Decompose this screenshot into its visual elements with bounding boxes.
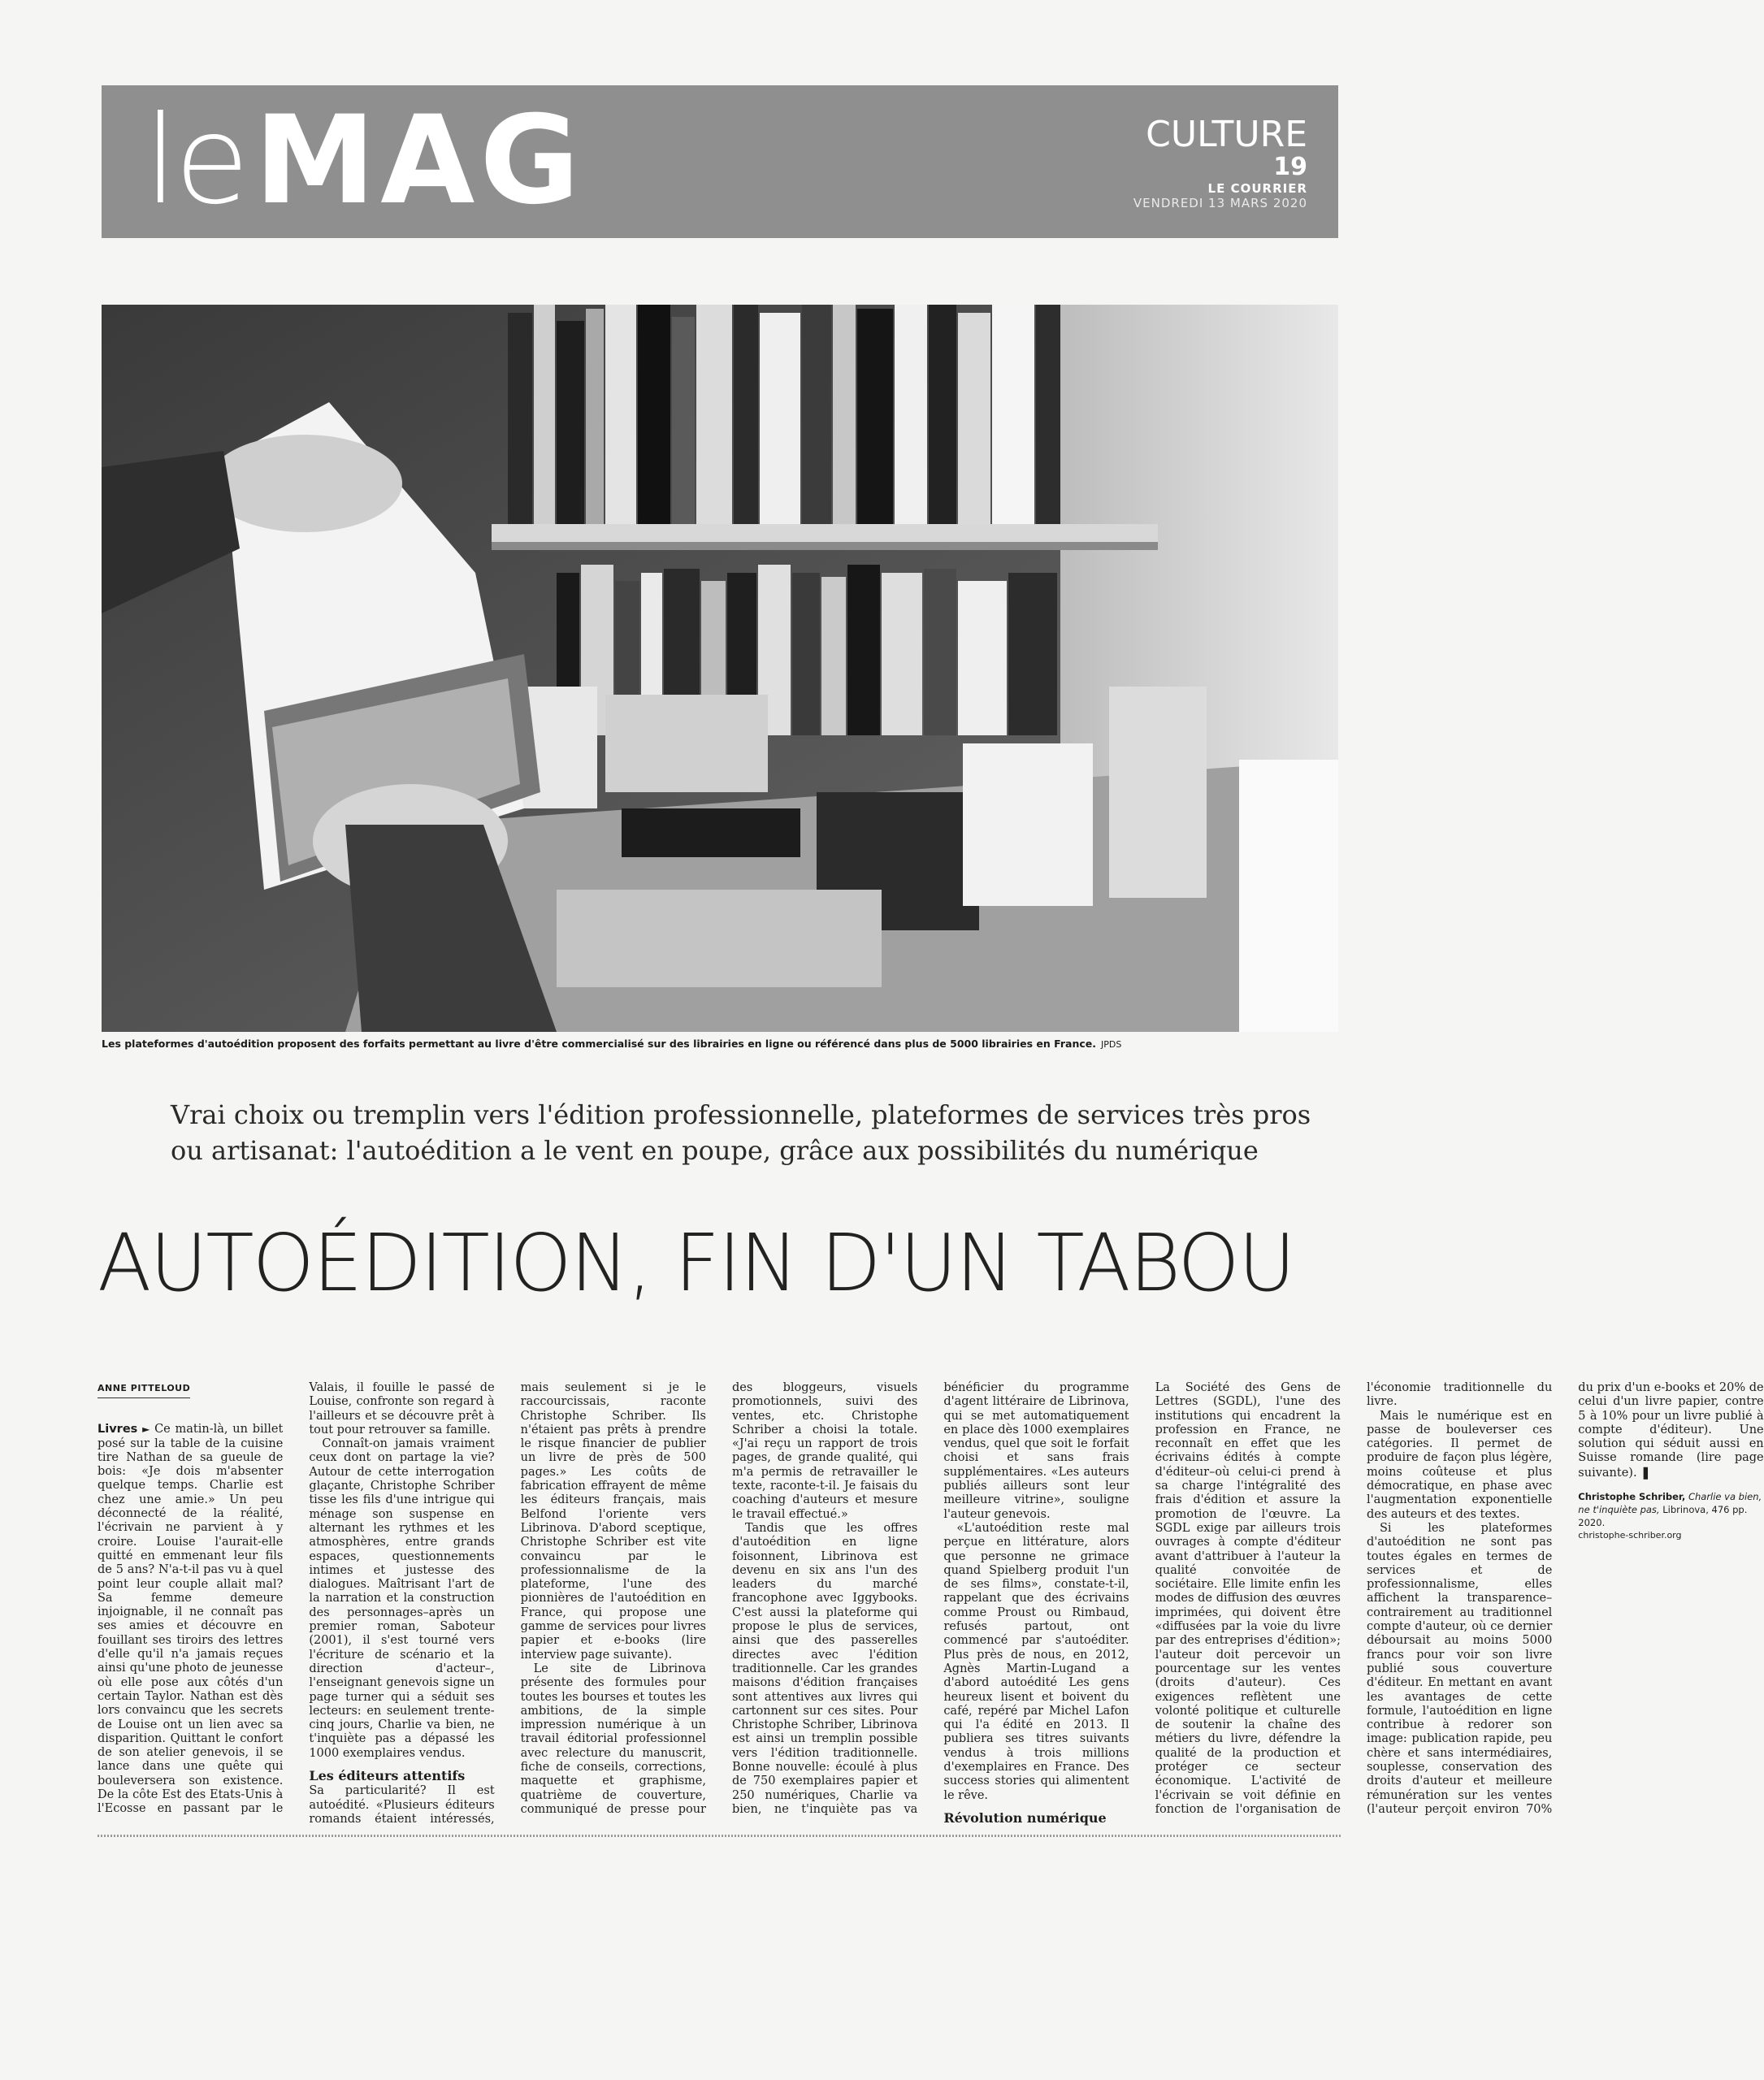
note-author: Christophe Schriber, — [1578, 1491, 1686, 1503]
issue-date: VENDREDI 13 MARS 2020 — [1133, 196, 1307, 210]
article-photo — [102, 305, 1338, 1032]
note-title: Charlie va bien, ne t'inquiète pas, — [1578, 1491, 1762, 1516]
author-website-link[interactable]: christophe-schriber.org — [1578, 1530, 1682, 1541]
newspaper-name: LE COURRIER — [1207, 181, 1307, 196]
subheading: Révolution numérique — [943, 1809, 1107, 1826]
photo-caption — [102, 1038, 1402, 1050]
logo-mag: MAG — [254, 90, 585, 232]
paragraph-text: Ce matin-là, un billet posé sur la table de la cuisine tire Nathan de sa gueule de bois: «Je dois m'absenter quelque temps. Charlie est chez une amie.» Un peu déconnecté de la réalité, l'écrivain ne parvient à y croire. Louise l'aurait-elle quitté en emmenant leur fils de 5 ans? N'a-t-il pas vu à quel point leur couple allait mal? Sa femme demeure injoignable, il ne connaît pas ses amies et découvre en fouillant ses tiroirs des lettres d'elle qu'il n'a jamais reçues ainsi qu'une photo de jeunesse où elle pose aux côtés d'un certain Taylor. Nathan est dès lors convaincu que les secrets de Louise ont un lien avec sa disparition. Quittant le confort de son atelier genevois, il se lance dans une quête qui bouleversera son existence. De la côte Est des Etats-Unis à l'Ecosse en passant par le Valais, il fouille le passé de Louise, confronte son regard à l'ailleurs et se découvre prêt à tout pour retrouver sa famille. — [98, 1381, 495, 1816]
article-columns — [98, 1381, 1764, 1828]
bottom-dotted-rule — [98, 1835, 1341, 1837]
paragraph: La Société des Gens de Lettres (SGDL), l'une des institutions qui encadrent la profession en France, ne reconnaît en effet que les écrivains édités à compte d'éditeur–où celui-ci prend à sa charge l'intégralité des frais d'édition et assure la promotion de l'œuvre. La SGDL exige par ailleurs trois ouvrages à compte d'éditeur avant d'attribuer à l'auteur la qualité convoitée de sociétaire. Elle limite enfin les modes de diffusion des œuvres imprimées, qui doivent être «diffusées par la voie du livre par des entreprises d'édition»; l'auteur doit percevoir un pourcentage sur les ventes (droits d'auteur). Ces exigences reflètent une volonté politique et culturelle de soutenir la chaîne des métiers du livre, défendre la qualité de la production et protéger ce secteur économique. L'activité de l'écrivain se voit définie en fonction de l'organisation de l'économie traditionnelle du livre. — [1155, 1381, 1553, 1816]
end-mark: ❚ — [1640, 1465, 1651, 1480]
page-number: 19 — [1273, 153, 1307, 181]
book-reference — [1578, 1490, 1763, 1542]
byline: ANNE PITTELOUD — [98, 1381, 190, 1398]
caption-text: Les plateformes d'autoédition proposent des forfaits permettant au livre d'être commercialisé sur des librairies en ligne ou référencé dans plus de 5000 librairies en France. — [102, 1038, 1096, 1050]
paragraph: Le site de Librinova présente des formules pour toutes les bourses et toutes les ambitions, de la simple impression numérique à un travail éditorial professionnel avec relecture du manuscrit, fiche de conseils, corrections, maquette et graphisme, quatrième de couverture, communiqué de presse pour des bloggeurs, visuels promotionnels, suivi des ventes, etc. Christophe Schriber a choisi la totale. «J'ai reçu un rapport de trois pages, de grande qualité, qui m'a permis de retravailler le texte, raconte-t-il. Je faisais du coaching d'auteurs et mesure le travail effectué.» — [520, 1381, 918, 1816]
article-deck: Vrai choix ou tremplin vers l'édition professionnelle, plateformes de services très pros ou artisanat: l'autoédition a le vent en poupe, grâce aux possibilités du numérique — [171, 1099, 1311, 1166]
paragraph: Mais le numérique est en passe de bouleverser ces catégories. Il permet de produire de façon plus légère, moins coûteuse et plus démocratique, en phase avec l'augmentation exponentielle des auteurs et des textes. — [1366, 1409, 1553, 1521]
note-publisher: Librinova, 476 pp. 2020. — [1578, 1504, 1748, 1529]
article-flow — [98, 1381, 1764, 1828]
lead-label: Livres — [98, 1423, 138, 1436]
masthead — [102, 85, 1338, 238]
photo-credit: JPDS — [1101, 1039, 1122, 1050]
bookshop-photo-illustration — [102, 305, 1338, 1032]
le-mag-logo — [144, 92, 584, 230]
logo-le: le — [144, 90, 246, 232]
paragraph: «L'autoédition reste mal perçue en littérature, alors que personne ne grimace quand Spielberg produit l'un de ses films», constate-t-il, rappelant que des écrivains comme Proust ou Rimbaud, refusés partout, ont commencé par s'autoéditer. Plus près de nous, en 2012, Agnès Martin-Lugand a d'abord autoédité Les gens heureux lisent et boivent du café, repéré par Michel Lafon qui l'a édité en 2013. Il publiera ses titres suivants vendus à trois millions d'exemplaires en France. Des success stories qui alimentent le rêve. — [943, 1521, 1129, 1802]
subheading: Les éditeurs attentifs — [309, 1768, 466, 1784]
section-name: CULTURE — [1146, 114, 1307, 155]
section-info — [1133, 116, 1307, 210]
article-headline: AUTOÉDITION, FIN D'UN TABOU — [98, 1217, 1294, 1309]
paragraph-text: Si les plateformes d'autoédition ne sont pas toutes égales en termes de services et de professionnalisme, elles affichent la transparence–contrairement au traditionnel compte d'auteur, où ce dernier déboursait au moins 5000 francs pour voir son livre publié sous couverture d'éditeur. En mettant en avant les avantages de cette formule, l'autoédition en ligne contribue à redorer son image: publication rapide, peu chère et sans intermédiaires, souplesse, conservation des droits d'auteur et meilleure rémunération sur les ventes (l'auteur perçoit environ 70% du prix d'un e-books et 20% de celui d'un livre papier, contre 5 à 10% pour un livre publié à compte d'éditeur). Une solution qui séduit aussi en Suisse romande (lire page suivante). — [1366, 1381, 1764, 1816]
paragraph: Tandis que les offres d'autoédition en ligne foisonnent, Librinova est devenu en six ans l'un des leaders du marché francophone avec Iggybooks. C'est aussi la plateforme qui propose le plus de services, ainsi que des passerelles directes avec l'édition traditionnelle. Car les grandes maisons d'édition françaises sont attentives aux livres qui cartonnent sur ces sites. Pour Christophe Schriber, Librinova est ainsi un tremplin possible vers l'édition traditionnelle. Bonne nouvelle: écoulé à plus de 750 exemplaires papier et 250 numériques, Charlie va bien, ne t'inquiète pas va bénéficier du programme d'agent littéraire de Librinova, qui se met automatiquement en place dès 1000 exemplaires vendus, quel que soit le forfait choisi et sans frais supplémentaires. «Les auteurs publiés ailleurs sont leur meilleure vitrine», souligne l'auteur genevois. — [731, 1381, 1129, 1816]
paragraph: Sa particularité? Il est autoédité. «Plusieurs éditeurs romands étaient intéressés, mais seulement si je le raccourcissais, raconte Christophe Schriber. Ils n'étaient pas prêts à prendre le risque financier de publier un livre de près de 500 pages.» Les coûts de fabrication effrayent de même les éditeurs français, mais Belfond l'oriente vers Librinova. D'abord sceptique, Christophe Schriber est vite convaincu par le professionnalisme de la plateforme, l'une des pionnières de l'autoédition en France, qui propose une gamme de services pour livres papier et e-books (lire interview page suivante). — [309, 1381, 706, 1826]
paragraph: Connaît-on jamais vraiment ceux dont on partage la vie? Autour de cette interrogation glaçante, Christophe Schriber tisse les fils d'une intrigue qui ménage son suspense en alternant les rythmes et les atmosphères, entre grands espaces, questionnements intimes et justesse des dialogues. Maîtrisant l'art de la narration et la construction des personnages–après un premier roman, Saboteur (2001), il s'est tourné vers l'écriture de scénario et la direction d'acteur–, l'enseignant genevois signe un page turner qui a séduit ses lecteurs: en seulement trente-cinq jours, Charlie va bien, ne t'inquiète pas a dépassé les 1000 exemplaires vendus. — [309, 1437, 495, 1760]
lead-arrow-icon: ► — [142, 1424, 150, 1436]
